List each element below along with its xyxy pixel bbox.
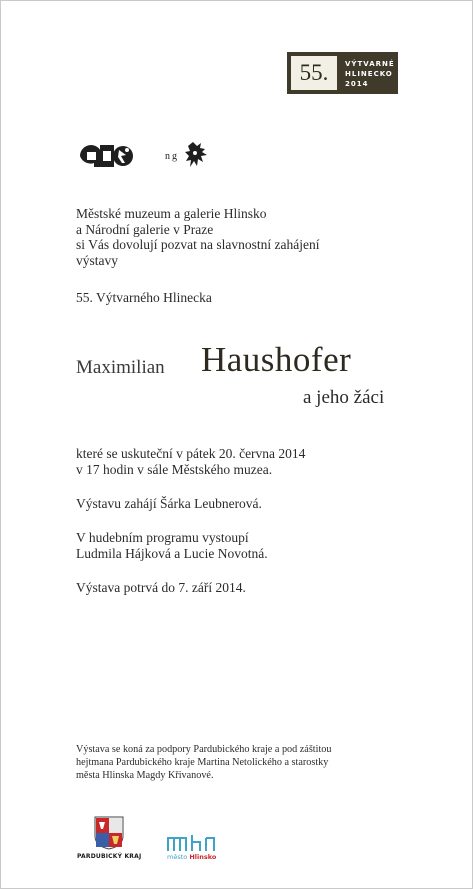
artist-first-name: Maximilian (76, 357, 165, 378)
invitation-line: si Vás dovolují pozvat na slavnostní zahájení (76, 237, 320, 253)
invitation-line: výstavy (76, 252, 118, 268)
hlinsko-label-hlinsko: Hlinsko (189, 853, 217, 861)
vytvarne-hlinecko-badge (287, 52, 398, 94)
badge-line-1: VÝTVARNÉ (345, 60, 395, 68)
opening-speaker (76, 496, 406, 512)
hlinsko-label (167, 853, 216, 861)
music-program (76, 530, 406, 561)
duration-line: Výstava potrvá do 7. září 2014. (76, 580, 246, 595)
badge-number: 55. (291, 56, 337, 90)
footer-line: hejtmana Pardubického kraje Martina Netolického a starostky (76, 757, 329, 768)
footer-line: města Hlinska Magdy Křivanové. (76, 770, 214, 781)
exhibition-duration (76, 580, 406, 596)
ng-letters: ng (165, 151, 179, 162)
date-line: které se uskuteční v pátek 20. června 2014 (76, 446, 306, 461)
artist-last-name: Haushofer (201, 340, 352, 379)
pardubice-label: PARDUBICKÝ KRAJ (77, 853, 142, 860)
music-line: V hudebním programu vystoupí (76, 530, 249, 545)
opening-line: Výstavu zahájí Šárka Leubnerová. (76, 496, 262, 511)
invitation-line: a Národní galerie v Praze (76, 221, 214, 237)
national-gallery-logo (165, 140, 213, 174)
event-name-text: 55. Výtvarného Hlinecka (76, 290, 212, 305)
lion-icon (183, 140, 213, 174)
music-line: Ludmila Hájková a Lucie Novotná. (76, 545, 268, 561)
exhibition-subtitle: a jeho žáci (303, 387, 385, 408)
event-name (76, 290, 406, 306)
footer-line: Výstava se koná za podpory Pardubického kraje a pod záštitou (76, 744, 332, 755)
time-line: v 17 hodin v sále Městského muzea. (76, 461, 273, 477)
event-date (76, 446, 406, 477)
badge-line-2: HLINECKO (345, 70, 393, 78)
invitation-line: Městské muzeum a galerie Hlinsko (76, 206, 267, 221)
hlinsko-label-mesto: město (167, 853, 188, 861)
pardubice-crest-icon (94, 816, 124, 850)
footer-note (76, 743, 406, 782)
museum-logo-icon (78, 143, 134, 169)
invitation-text (76, 206, 406, 268)
badge-text (337, 52, 398, 94)
badge-line-3: 2014 (345, 80, 369, 88)
mesto-hlinsko-logo-icon (166, 834, 218, 852)
